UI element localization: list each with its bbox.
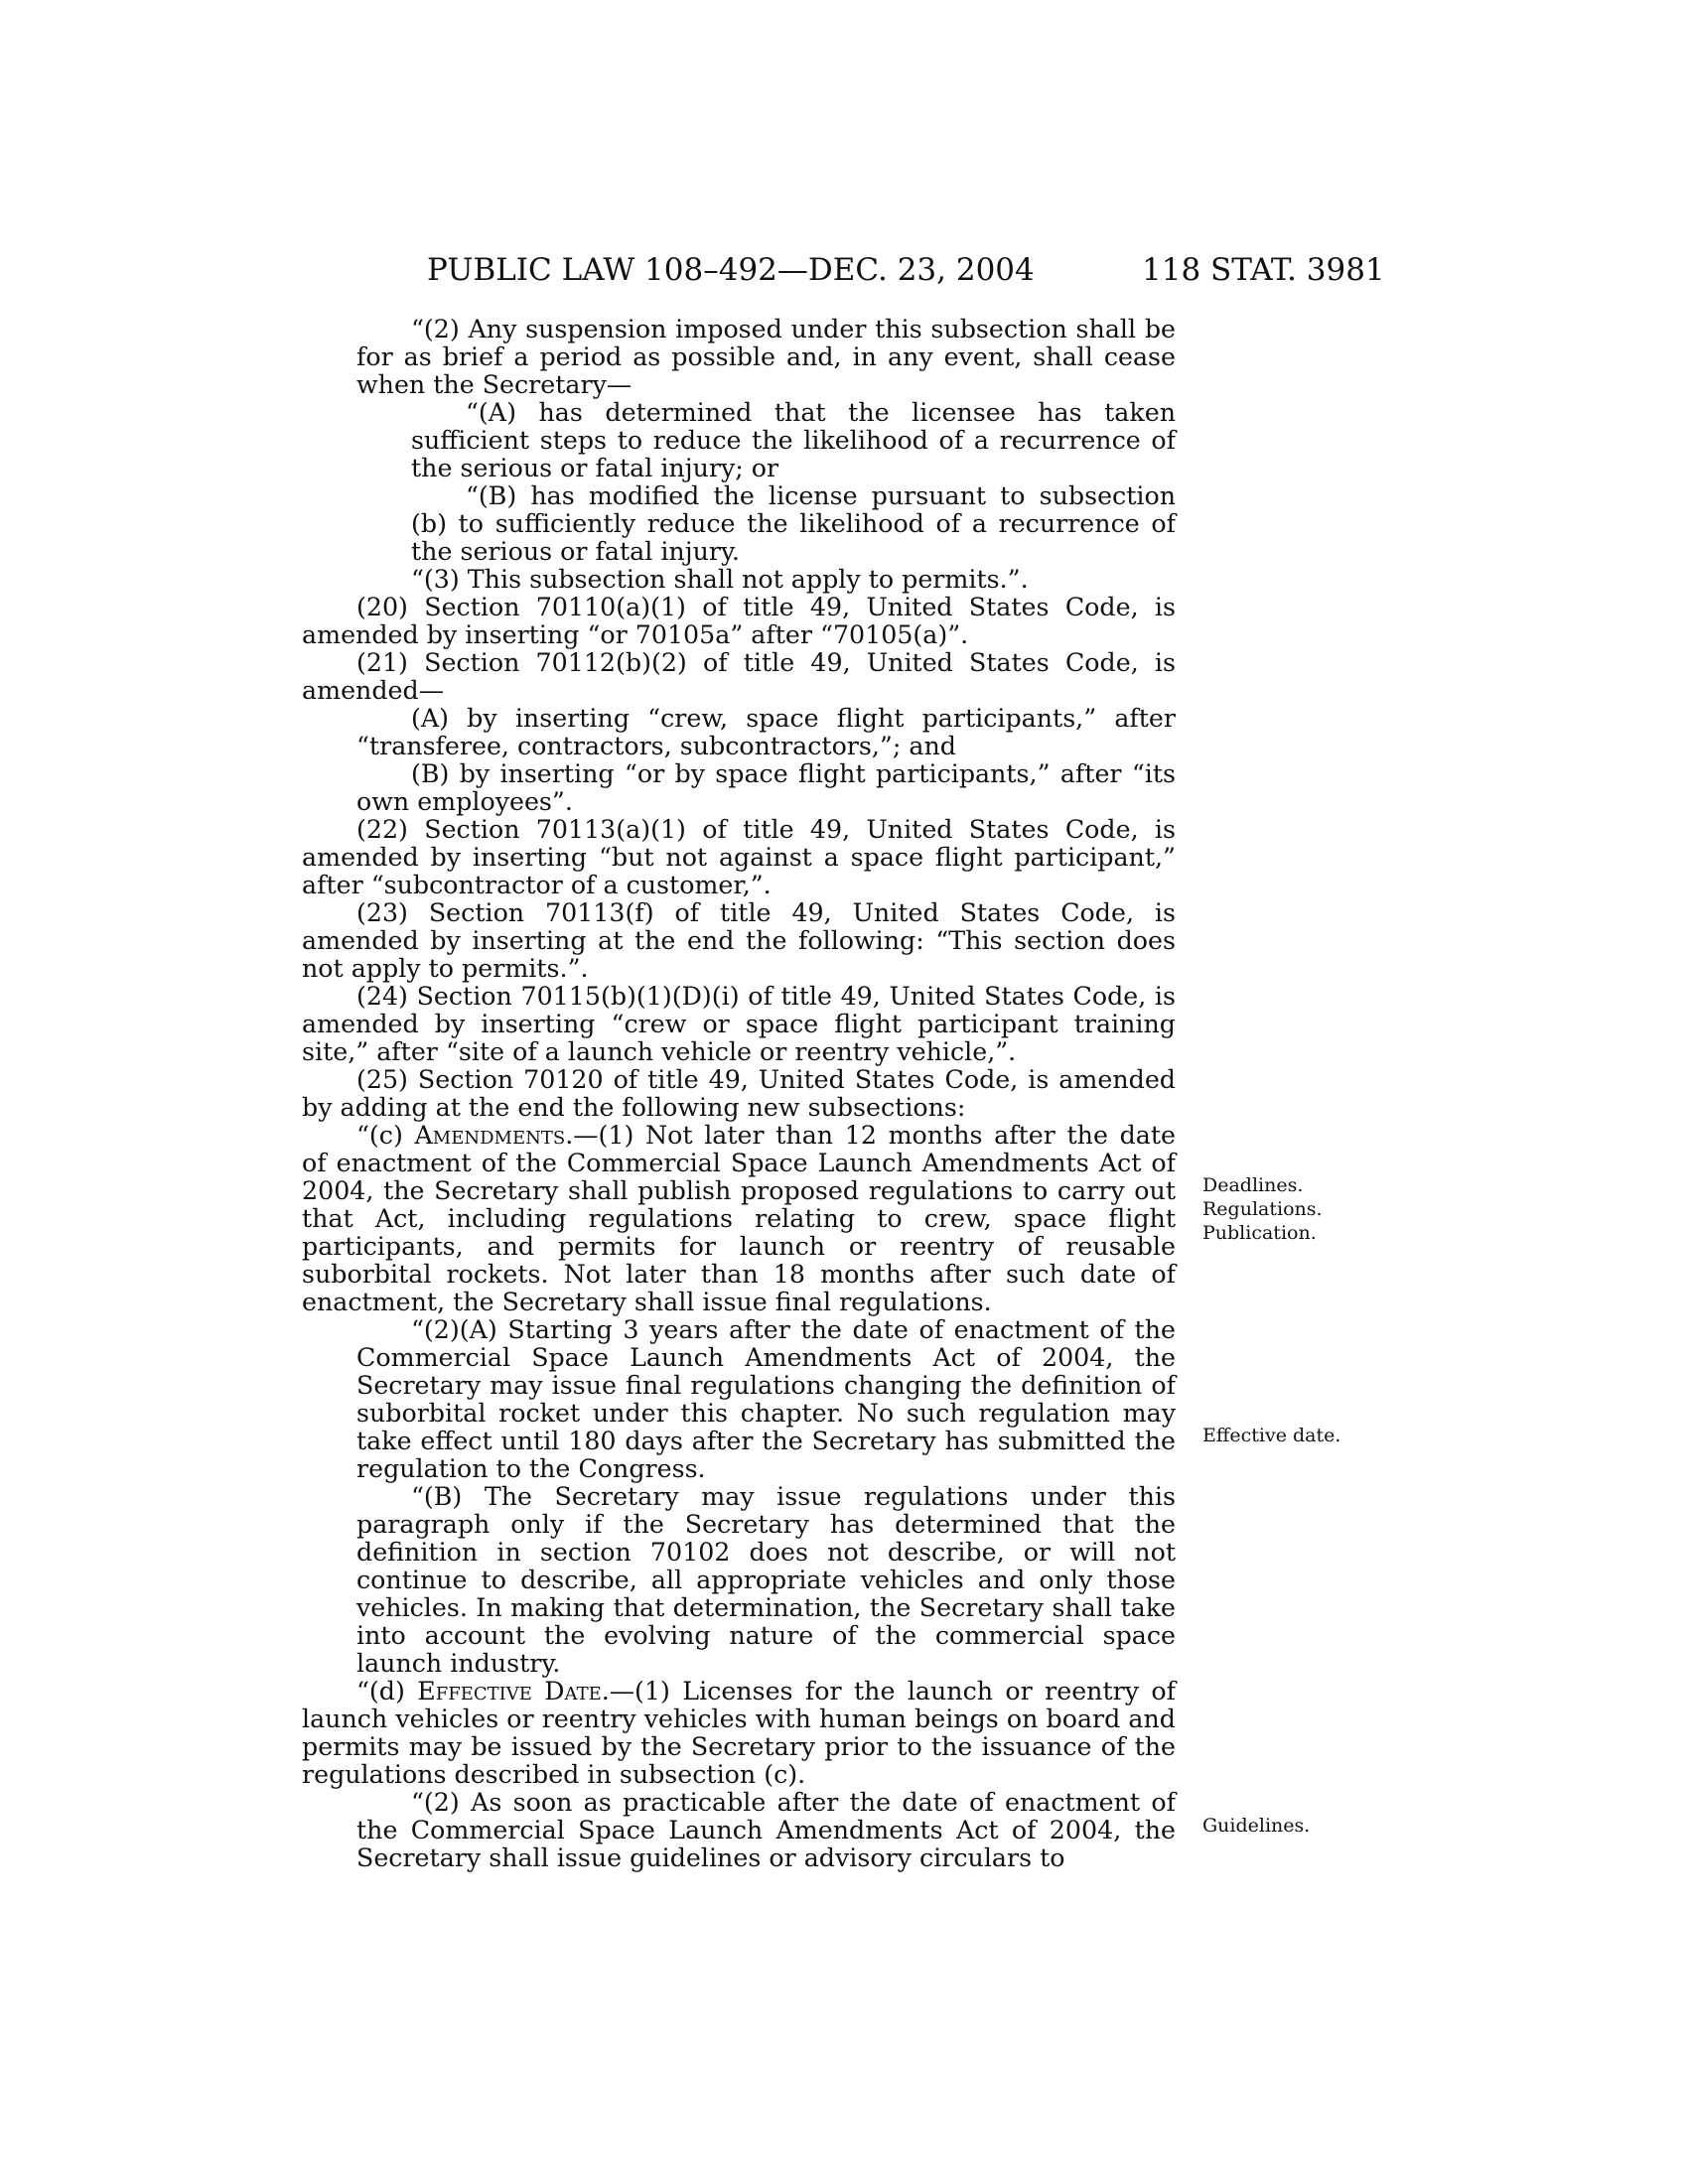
paragraph-3-permits: “(3) This subsection shall not apply to permits.”. xyxy=(411,565,1029,594)
margin-note-line: Regulations. xyxy=(1202,1198,1323,1220)
law-title: PUBLIC LAW 108–492—DEC. 23, 2004 xyxy=(427,252,1035,288)
margin-note-line: Publication. xyxy=(1202,1222,1317,1244)
margin-note-line: Deadlines. xyxy=(1202,1174,1304,1196)
subsection-d-effective-date xyxy=(302,1678,1176,1789)
paragraph-24: (24) Section 70115(b)(1)(D)(i) of title 49, United States Code, is amended by inserting “crew or space flight participant training site,” after “site of a launch vehicle or reentry vehicle,”. xyxy=(302,982,1176,1066)
paragraph-22: (22) Section 70113(a)(1) of title 49, United States Code, is amended by inserting “but not against a space flight participant,” after “subcontractor of a customer,”. xyxy=(302,815,1176,899)
subparagraph-a-determined: “(A) has determined that the licensee has taken sufficient steps to reduce the likelihood of a recurrence of the serious or fatal injury; or xyxy=(411,398,1176,482)
paragraph-23: (23) Section 70113(f) of title 49, United States Code, is amended by inserting at the end the following: “This section does not apply to permits.”. xyxy=(302,898,1176,983)
margin-note-deadlines xyxy=(1202,1173,1401,1245)
paragraph-2-suspension: “(2) Any suspension imposed under this subsection shall be for as brief a period as possible and, in any event, shall cease when the Secretary— xyxy=(356,315,1176,399)
statute-page-number: 118 STAT. 3981 xyxy=(1142,252,1385,288)
subsection-d-text: .—(1) Licenses for the launch or reentry of launch vehicles or reentry vehicles with human beings on board and permits may be issued by the Secretary prior to the issuance of the regulations described in subsection (c). xyxy=(302,1677,1176,1789)
running-header xyxy=(0,250,1688,290)
subsection-d-heading: Effective Date xyxy=(417,1677,602,1706)
subparagraph-b-modified: “(B) has modified the license pursuant to subsection (b) to sufficiently reduce the likelihood of a recurrence of the serious or fatal injury. xyxy=(411,481,1176,566)
paragraph-2a-definition-change: “(2)(A) Starting 3 years after the date of enactment of the Commercial Space Launch Amendments Act of 2004, the Secretary may issue final regulations changing the definition of suborbital rocket under this chapter. No such regulation may take effect until 180 days after the Secretary has submitted the regulation to the Congress. xyxy=(356,1315,1176,1483)
paragraph-21-a: (A) by inserting “crew, space flight participants,” after “transferee, contractors, subcontractors,”; and xyxy=(356,704,1176,760)
margin-note-guidelines: Guidelines. xyxy=(1202,1815,1311,1837)
subsection-c-amendments xyxy=(302,1122,1176,1316)
paragraph-20: (20) Section 70110(a)(1) of title 49, United States Code, is amended by inserting “or 70105a” after “70105(a)”. xyxy=(302,593,1176,649)
paragraph-21: (21) Section 70112(b)(2) of title 49, United States Code, is amended— xyxy=(302,648,1176,705)
paragraph-25: (25) Section 70120 of title 49, United States Code, is amended by adding at the end the following new subsections: xyxy=(302,1065,1176,1122)
paragraph-2b-determination: “(B) The Secretary may issue regulations under this paragraph only if the Secretary has determined that the definition in section 70102 does not describe, or will not continue to describe, all appropriate vehicles and only those vehicles. In making that determination, the Secretary shall take into account the evolving nature of the commercial space launch industry. xyxy=(356,1482,1176,1678)
subsection-c-heading: Amendments xyxy=(414,1121,566,1150)
statute-body xyxy=(302,316,1176,1872)
margin-note-effective-date: Effective date. xyxy=(1202,1425,1341,1446)
subsection-c-prefix: “(c) xyxy=(356,1121,415,1150)
subsection-d-prefix: “(d) xyxy=(356,1677,418,1706)
subsection-c-text: .—(1) Not later than 12 months after the date of enactment of the Commercial Space Launch Amendments Act of 2004, the Secretary shall publish proposed regulations to carry out that Act, including regulations relating to crew, space flight participants, and permits for launch or reentry of reusable suborbital rockets. Not later than 18 months after such date of enactment, the Secretary shall issue final regulations. xyxy=(302,1121,1176,1316)
paragraph-2-guidelines: “(2) As soon as practicable after the date of enactment of the Commercial Space Launch Amendments Act of 2004, the Secretary shall issue guidelines or advisory circulars to xyxy=(356,1788,1176,1872)
paragraph-21-b: (B) by inserting “or by space flight participants,” after “its own employees”. xyxy=(356,759,1176,816)
